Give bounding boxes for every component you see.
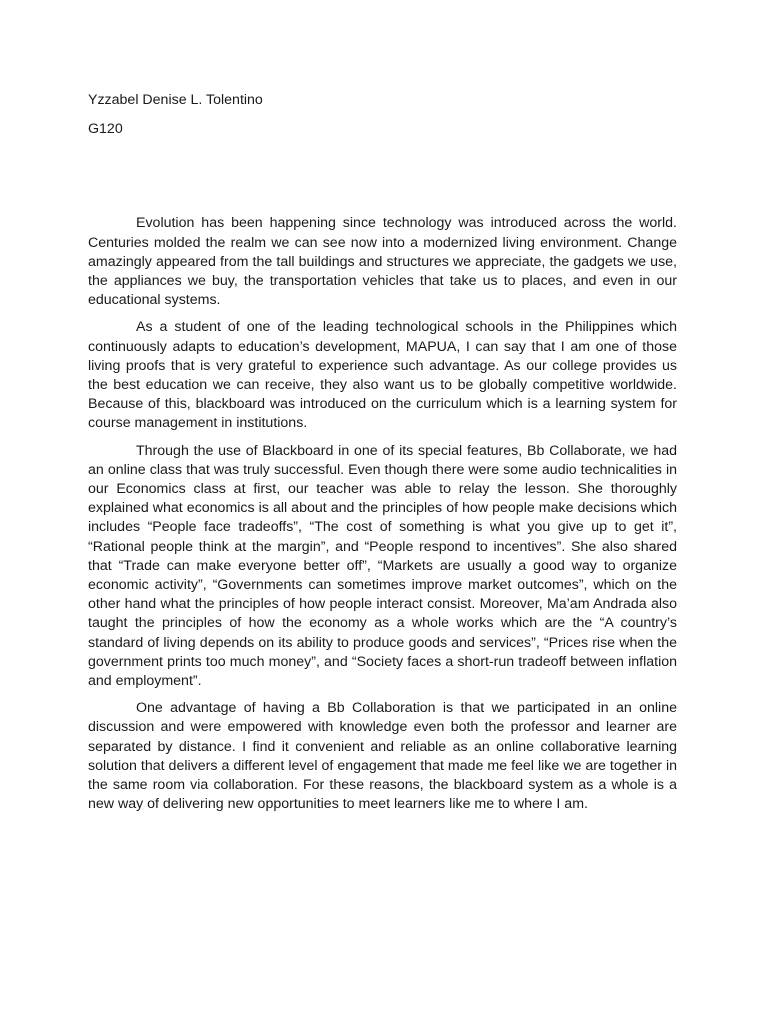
author-name: Yzzabel Denise L. Tolentino [88,92,263,108]
paragraph-2: As a student of one of the leading technological schools in the Philippines which continuously adapts to education’s development, MAPUA, I can say that I am one of those living proofs that is very grateful to experience such advantage. As our college provides us the best education we can receive, they also want us to be globally competitive worldwide. Because of this, blackboard was introduced on the curriculum which is a learning system for course management in institutions. [88,319,677,432]
paragraph-1: Evolution has been happening since technology was introduced across the world. Centuries molded the realm we can see now into a modernized living environment. Change amazingly appeared from the tall buildings and structures we appreciate, the gadgets we use, the appliances we buy, the transportation vehicles that take us to places, and even in our educational systems. [88,215,677,309]
essay-body [88,214,677,814]
paragraph-4: One advantage of having a Bb Collaboration is that we participated in an online discussion and were empowered with knowledge even both the professor and learner are separated by distance. I find it convenient and reliable as an online collaborative learning solution that delivers a different level of engagement that made me feel like we are together in the same room via collaboration. For these reasons, the blackboard system as a whole is a new way of delivering new opportunities to meet learners like me to where I am. [88,700,677,813]
paragraph-3: Through the use of Blackboard in one of its special features, Bb Collaborate, we had an online class that was truly successful. Even though there were some audio technicalities in our Economics class at first, our teacher was able to relay the lesson. She thoroughly explained what economics is all about and the principles of how people make decisions which includes “People face tradeoffs”, “The cost of something is what you give up to get it”, “Rational people think at the margin”, and “People respond to incentives”. She also shared that “Trade can make everyone better off”, “Markets are usually a good way to organize economic activity”, “Governments can sometimes improve market outcomes”, which on the other hand what the principles of how people interact consist. Moreover, Ma’am Andrada also taught the principles of how the economy as a whole works which are the “A country’s standard of living depends on its ability to produce goods and services”, “Prices rise when the government prints too much money”, and “Society faces a short-run tradeoff between inflation and employment”. [88,442,677,690]
document-content [88,91,677,823]
section-code: G120 [88,121,123,138]
